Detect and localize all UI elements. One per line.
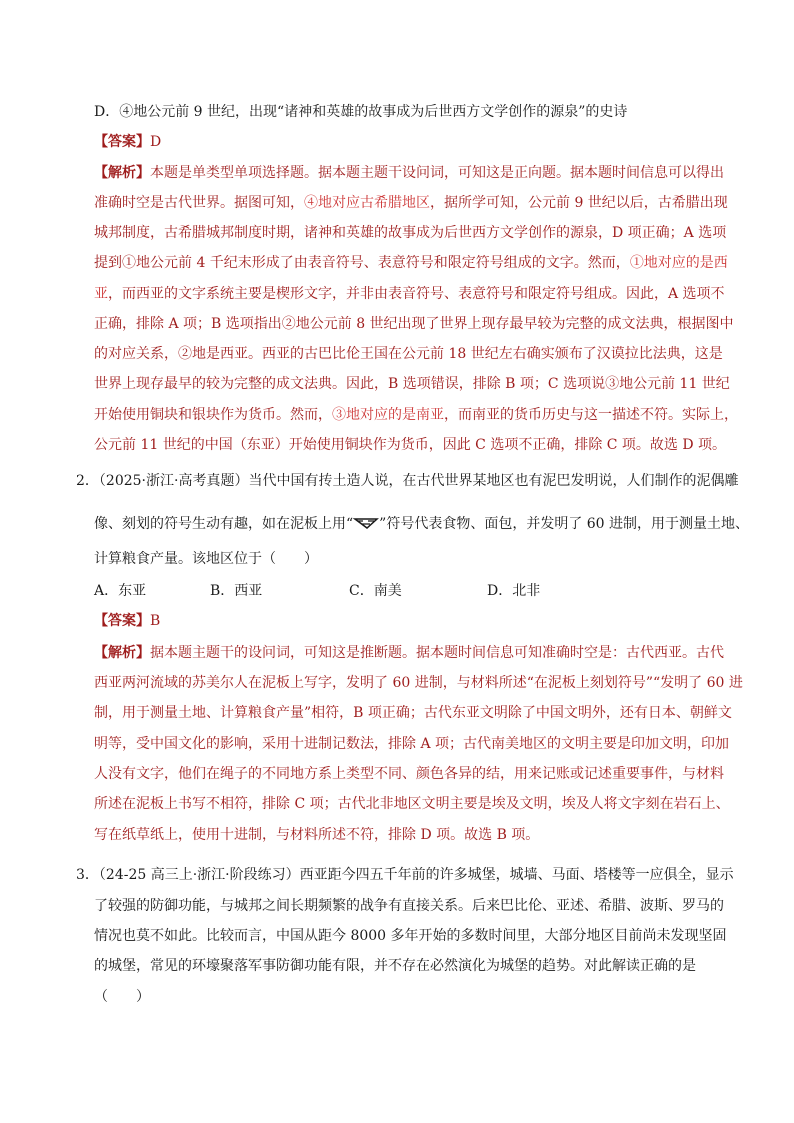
q3-stem-line-4: 的城堡，常见的环壕聚落军事防御功能有限，并不存在必然演化为城堡的趋势。对此解读正确的是 [94, 958, 696, 974]
analysis-text: 所述在泥板上书写不相符，排除 C 项；古代北非地区文明主要是埃及文明，埃及人将文字刻在岩石上、 [94, 796, 730, 812]
q2-choice-d: D．北非 [487, 583, 541, 599]
q2-stem-line-1: 2．（2025·浙江·高考真题）当代中国有抟土造人说，在古代世界某地区也有泥巴发明说，人们制作的泥偶雕 [76, 473, 739, 489]
q1-answer [94, 132, 161, 152]
analysis-text: 本题是单类型单项选择题。据本题主题干设问词，可知这是正向题。据本题时间信息可以得出 [150, 165, 724, 181]
answer-value: B [150, 613, 161, 629]
q1-analysis-line [94, 284, 725, 304]
q3-stem-line-5: （ ） [94, 989, 150, 1005]
cuneiform-bread-symbol-icon [353, 516, 379, 530]
analysis-text: ，而南亚的货币历史与这一描述不符。实际上， [444, 407, 738, 423]
q2-choice-c: C．南美 [349, 583, 402, 599]
analysis-text: 准确时空是古代世界。据图可知， [94, 195, 304, 211]
highlight-text: ①地对应的是西 [629, 255, 728, 271]
q2-analysis-line [94, 734, 729, 754]
q1-analysis-line [94, 374, 730, 394]
q2-analysis-line [94, 764, 724, 784]
q3-stem-line-2: 了较强的防御功能，与城邦之间长期频繁的战争有直接关系。后来巴比伦、亚述、希腊、波斯、罗马的 [94, 898, 724, 914]
q1-option-d: D．④地公元前 9 世纪，出现“诸神和英雄的故事成为后世西方文学创作的源泉”的史诗 [94, 104, 628, 120]
q1-analysis-line [94, 405, 738, 425]
q1-analysis-line [94, 253, 728, 273]
analysis-text: 提到①地公元前 4 千纪末形成了由表音符号、表意符号和限定符号组成的文字。然而， [94, 255, 630, 271]
q2-stem-line-2: 像、刻划的符号生动有趣，如在泥板上用“ ”符号代表食物、面包，并发明了 60 进制，用于测量土地、 [94, 516, 750, 532]
q3-stem-line-1: 3．（24-25 高三上·浙江·阶段练习）西亚距今四五千年前的许多城堡，城墙、马面、塔楼等一应俱全，显示 [76, 867, 734, 883]
q2-analysis-line [94, 703, 732, 723]
answer-value: D [150, 134, 162, 150]
analysis-text: 西亚两河流域的苏美尔人在泥板上写字，发明了 60 进制，与材料所述“在泥板上刻划符号”“发明了 60 进 [94, 675, 743, 691]
analysis-text: 据本题主题干的设问词，可知这是推断题。据本题时间信息可知准确时空是：古代西亚。古代 [150, 645, 724, 661]
question-source: （24-25 高三上·浙江·阶段练习） [98, 867, 300, 883]
q1-analysis-line [94, 344, 723, 364]
analysis-text: 公元前 11 世纪的中国（东亚）开始使用铜块作为货币，因此 C 选项不正确，排除 C 项。故选 D 项。 [94, 437, 727, 453]
analysis-text: ，而西亚的文字系统主要是楔形文字，并非由表音符号、表意符号和限定符号组成。因此，A 选项不 [108, 286, 725, 302]
analysis-text: 明等，受中国文化的影响，采用十进制记数法，排除 A 项；古代南美地区的文明主要是印加文明，印加 [94, 736, 730, 752]
analysis-text: 写在纸草纸上，使用十进制，与材料所述不符，排除 D 项。故选 B 项。 [94, 827, 540, 843]
highlight-text: 亚 [94, 286, 108, 302]
q2-answer [94, 611, 160, 631]
q2-analysis-line [94, 825, 539, 845]
analysis-text: 城邦制度，古希腊城邦制度时期，诸神和英雄的故事成为后世西方文学创作的源泉，D 项正确；A 选项 [94, 225, 727, 241]
q2-choice-b: B．西亚 [210, 583, 263, 599]
analysis-text: 世界上现存最早的较为完整的成文法典。因此，B 选项错误，排除 B 项；C 选项说③地公元前 11 世纪 [94, 376, 730, 392]
q2-stem-line-3: 计算粮食产量。该地区位于（ ） [94, 551, 318, 567]
answer-tag: 【答案】 [94, 613, 150, 629]
q1-analysis-line [94, 223, 726, 243]
highlight-text: ③地对应的是南亚 [332, 407, 444, 423]
q1-analysis-line [94, 193, 728, 213]
q2-analysis-line [94, 643, 724, 663]
q2-analysis-line [94, 673, 743, 693]
question-number: 3． [76, 867, 99, 883]
analysis-text: ，据所学可知，公元前 9 世纪以后，古希腊出现 [430, 195, 728, 211]
answer-tag: 【答案】 [94, 134, 150, 150]
analysis-text: 的对应关系，②地是西亚。西亚的古巴比伦王国在公元前 18 世纪左右确实颁布了汉谟拉比法典，这是 [94, 346, 723, 362]
q2-analysis-line [94, 794, 730, 814]
q1-analysis-line [94, 314, 734, 334]
question-number: 2． [76, 473, 99, 489]
highlight-text: ④地对应古希腊地区 [304, 195, 430, 211]
q2-choice-a: A．东亚 [94, 583, 147, 599]
analysis-text: 开始使用铜块和银块作为货币。然而， [94, 407, 332, 423]
q1-analysis-line [94, 163, 724, 183]
q3-stem-line-3: 情况也莫不如此。比较而言，中国从距今 8000 多年开始的多数时间里，大部分地区目前尚未发现坚固 [94, 928, 727, 944]
q1-analysis-line [94, 435, 726, 455]
question-source: （2025·浙江·高考真题） [98, 473, 249, 489]
analysis-text: 制，用于测量土地、计算粮食产量”相符，B 项正确；古代东亚文明除了中国文明外，还有日本、朝鲜文 [94, 705, 732, 721]
analysis-tag: 【解析】 [94, 165, 150, 181]
analysis-tag: 【解析】 [94, 645, 150, 661]
analysis-text: 人没有文字，他们在绳子的不同地方系上类型不同、颜色各异的结，用来记账或记述重要事件，与材料 [94, 766, 724, 782]
analysis-text: 正确，排除 A 项；B 选项指出②地公元前 8 世纪出现了世界上现存最早较为完整的成文法典，根据图中 [94, 316, 734, 332]
